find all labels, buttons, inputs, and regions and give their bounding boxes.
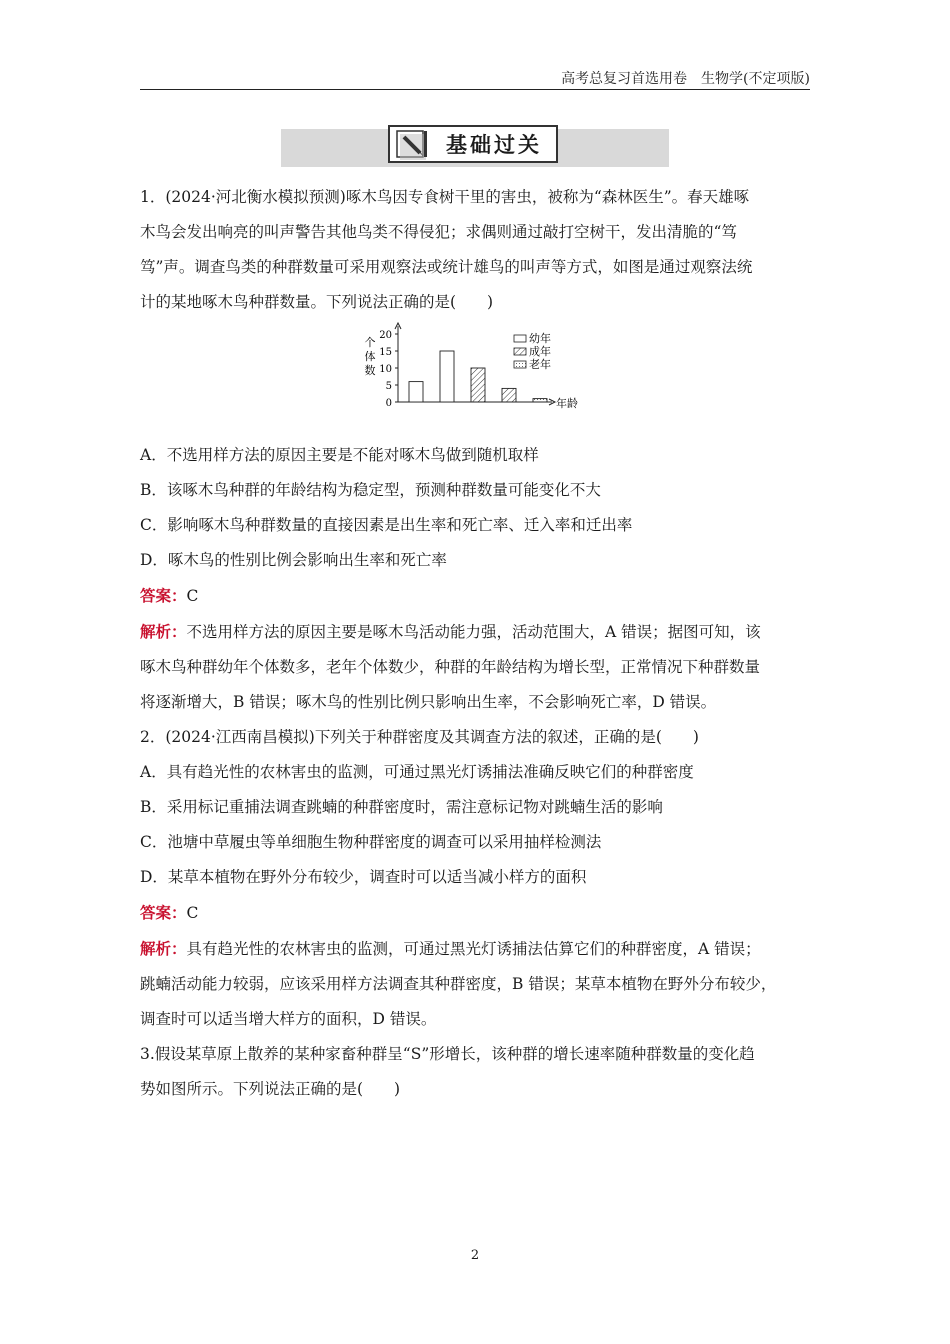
bar-5 xyxy=(533,399,547,402)
q2-line: 2．(2024·江西南昌模拟)下列关于种群密度及其调查方法的叙述，正确的是( ) xyxy=(140,728,699,746)
legend-label: 老年 xyxy=(529,358,551,371)
q1-option-d: D．啄木鸟的性别比例会影响出生率和死亡率 xyxy=(140,551,447,569)
bar-1 xyxy=(409,382,423,402)
answer-label: 答案： xyxy=(140,586,187,605)
y-axis-label-char: 体 xyxy=(364,350,376,363)
q2-analysis-line: 跳蝻活动能力较弱，应该采用样方法调查其种群密度，B 错误；某草本植物在野外分布较少， xyxy=(140,975,777,993)
y-tick-label: 5 xyxy=(385,381,392,392)
analysis-label: 解析： xyxy=(140,939,187,958)
legend-swatch xyxy=(514,348,526,355)
bar-2 xyxy=(440,351,454,402)
legend-label: 成年 xyxy=(529,345,551,358)
answer-value: C xyxy=(186,904,199,922)
y-axis-label-char: 数 xyxy=(364,364,376,377)
y-axis-label-char: 个 xyxy=(364,336,376,349)
q1-line: 木鸟会发出响亮的叫声警告其他鸟类不得侵犯；求偶则通过敲打空树干，发出清脆的“笃 xyxy=(140,223,737,241)
section-banner-box xyxy=(388,125,558,163)
answer-value: C xyxy=(186,587,199,605)
pencil-note-icon xyxy=(394,127,434,161)
legend-swatch xyxy=(514,361,526,368)
q1-line: 1．(2024·河北衡水模拟预测)啄木鸟因专食树干里的害虫，被称为“森林医生”。春天雄啄 xyxy=(140,188,750,206)
q2-option-d: D．某草本植物在野外分布较少，调查时可以适当减小样方的面积 xyxy=(140,868,587,886)
q3-line: 势如图所示。下列说法正确的是( ) xyxy=(140,1080,401,1098)
running-header: 高考总复习首选用卷 生物学(不定项版) xyxy=(561,71,810,87)
x-axis-label: 年龄 xyxy=(556,397,578,410)
q1-line: 笃”声。调查鸟类的种群数量可采用观察法或统计雄鸟的叫声等方式，如图是通过观察法统 xyxy=(140,258,753,276)
q2-option-a: A．具有趋光性的农林害虫的监测，可通过黑光灯诱捕法准确反映它们的种群密度 xyxy=(140,763,694,781)
q1-option-a: A．不选用样方法的原因主要是不能对啄木鸟做到随机取样 xyxy=(140,446,539,464)
q1-option-b: B．该啄木鸟种群的年龄结构为稳定型，预测种群数量可能变化不大 xyxy=(140,481,601,499)
bar-3 xyxy=(471,368,485,402)
q1-analysis-line: 将逐渐增大，B 错误；啄木鸟的性别比例只影响出生率，不会影响死亡率，D 错误。 xyxy=(140,693,717,711)
analysis-label: 解析： xyxy=(140,622,187,641)
legend-swatch xyxy=(514,335,526,342)
q2-analysis-line: 调查时可以适当增大样方的面积，D 错误。 xyxy=(140,1010,437,1028)
y-tick-label: 0 xyxy=(385,398,392,409)
q2-analysis-line xyxy=(140,931,812,967)
q1-option-c: C．影响啄木鸟种群数量的直接因素是出生率和死亡率、迁入率和迁出率 xyxy=(140,516,633,534)
bar-4 xyxy=(502,388,516,402)
page-content xyxy=(140,180,812,1107)
page-number: 2 xyxy=(470,1248,480,1263)
analysis-text: 不选用样方法的原因主要是啄木鸟活动能力强，活动范围大，A 错误；据图可知，该 xyxy=(186,623,761,641)
q1-analysis-line xyxy=(140,614,812,650)
analysis-text: 具有趋光性的农林害虫的监测，可通过黑光灯诱捕法估算它们的种群密度，A 错误； xyxy=(186,940,761,958)
q3-line: 3.假设某草原上散养的某种家畜种群呈“S”形增长，该种群的增长速率随种群数量的变化趋 xyxy=(140,1045,755,1063)
q2-option-b: B．采用标记重捕法调查跳蝻的种群密度时，需注意标记物对跳蝻生活的影响 xyxy=(140,798,663,816)
q1-line: 计的某地啄木鸟种群数量。下列说法正确的是( ) xyxy=(140,293,494,311)
legend-label: 幼年 xyxy=(529,332,551,345)
q2-option-c: C．池塘中草履虫等单细胞生物种群密度的调查可以采用抽样检测法 xyxy=(140,833,602,851)
q1-answer xyxy=(140,578,812,614)
y-tick-label: 10 xyxy=(379,364,392,375)
q2-answer xyxy=(140,895,812,931)
y-tick-label: 15 xyxy=(379,347,392,358)
q1-analysis-line: 啄木鸟种群幼年个体数多，老年个体数少，种群的年龄结构为增长型，正常情况下种群数量 xyxy=(140,658,761,676)
answer-label: 答案： xyxy=(140,903,187,922)
age-structure-chart xyxy=(356,320,596,430)
section-title: 基础过关 xyxy=(446,133,542,157)
y-tick-label: 20 xyxy=(379,330,392,341)
header-rule xyxy=(140,89,810,90)
